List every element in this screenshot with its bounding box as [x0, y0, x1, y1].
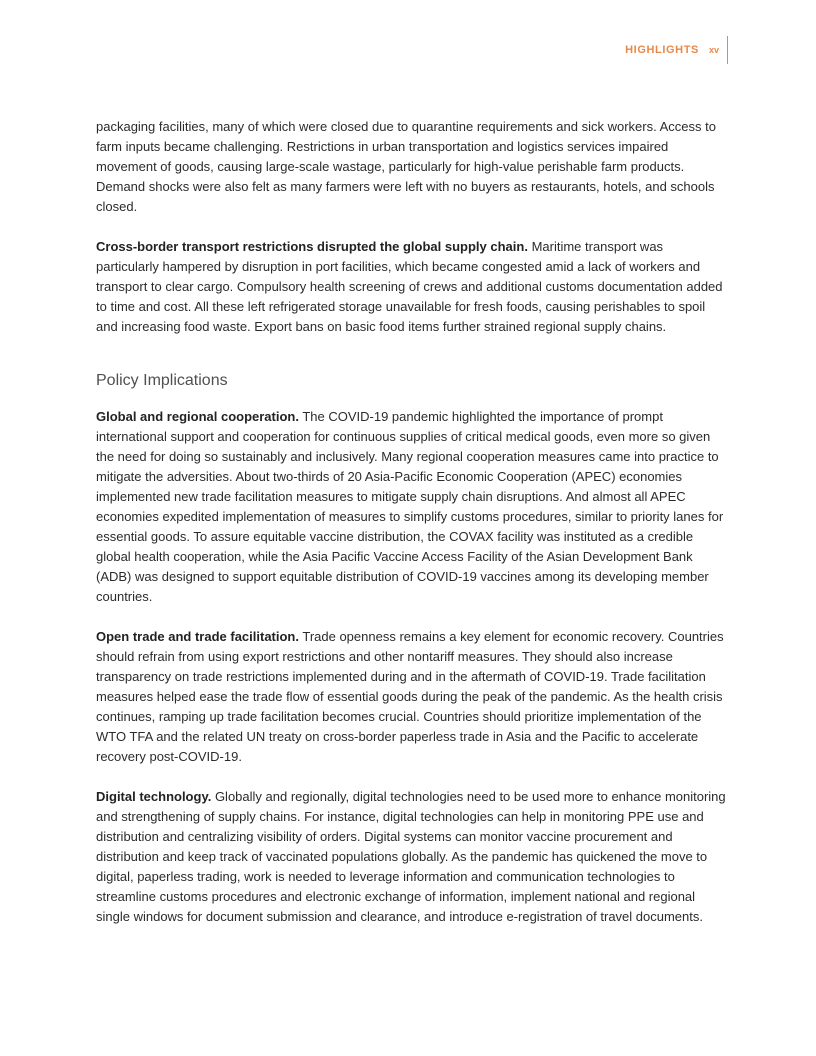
paragraph-text: Maritime transport was particularly hampered by disruption in port facilities, which became congested amid a lack of workers and transport to clear cargo. Compulsory health screening of crews and additional customs documentation added to time and cost. All these left refrigerated storage unavailable for fresh foods, causing perishables to spoil and increasing food waste. Export bans on basic food items further strained regional supply chains. — [96, 239, 723, 334]
paragraph-digital-technology — [96, 787, 726, 927]
paragraph-text: Trade openness remains a key element for economic recovery. Countries should refrain from using export restrictions and other nontariff measures. They should also increase transparency on trade restrictions implemented during and in the aftermath of COVID-19. Trade facilitation measures helped ease the trade flow of essential goods during the peak of the pandemic. As the health crisis continues, ramping up trade facilitation becomes crucial. Countries should prioritize implementation of the WTO TFA and the related UN treaty on cross-border paperless trade in Asia and the Pacific to accelerate recovery post-COVID-19. — [96, 629, 724, 764]
paragraph-text: Globally and regionally, digital technologies need to be used more to enhance monitoring and strengthening of supply chains. For instance, digital technologies can help in monitoring PPE use and distribution and centralizing visibility of orders. Digital systems can monitor vaccine procurement and distribution and keep track of vaccinated populations globally. As the pandemic has quickened the move to digital, paperless trading, work is needed to leverage information and communication technologies to streamline customs procedures and electronic exchange of information, implement national and regional single windows for document submission and clearance, and introduce e-registration of travel documents. — [96, 789, 726, 924]
paragraph-cross-border-transport — [96, 237, 726, 337]
running-header — [625, 36, 728, 64]
paragraph-text: The COVID-19 pandemic highlighted the importance of prompt international support and cooperation for continuous supplies of critical medical goods, even more so given the need for doing so sustainably and inclusively. Many regional cooperation measures came into practice to mitigate the adversities. About two-thirds of 20 Asia-Pacific Economic Cooperation (APEC) economies implemented new trade facilitation measures to mitigate supply chain disruptions. And almost all APEC economies expedited implementation of measures to simplify customs procedures, similar to priority lanes for essential goods. To assure equitable vaccine distribution, the COVAX facility was instituted as a credible global health cooperation, while the Asia Pacific Vaccine Access Facility of the Asian Development Bank (ADB) was designed to support equitable distribution of COVID-19 vaccines among its developing member countries. — [96, 409, 724, 604]
paragraph-text: packaging facilities, many of which were closed due to quarantine requirements and sick workers. Access to farm inputs became challenging. Restrictions in urban transportation and logistics services impaired movement of goods, causing large-scale wastage, particularly for high-value perishable farm products. Demand shocks were also felt as many farmers were left with no buyers as restaurants, hotels, and schools closed. — [96, 119, 716, 214]
paragraph-lead: Global and regional cooperation. — [96, 409, 299, 424]
paragraph-global-regional-cooperation — [96, 407, 726, 607]
section-heading: Policy Implications — [96, 372, 228, 389]
paragraph-lead: Digital technology. — [96, 789, 212, 804]
paragraph-farm-disruption — [96, 117, 726, 217]
running-header-title: HIGHLIGHTS — [625, 44, 699, 56]
paragraph-lead: Cross-border transport restrictions disrupted the global supply chain. — [96, 239, 528, 254]
page-body — [96, 117, 726, 947]
paragraph-lead: Open trade and trade facilitation. — [96, 629, 299, 644]
paragraph-open-trade — [96, 627, 726, 767]
page-number: xv — [708, 45, 719, 55]
